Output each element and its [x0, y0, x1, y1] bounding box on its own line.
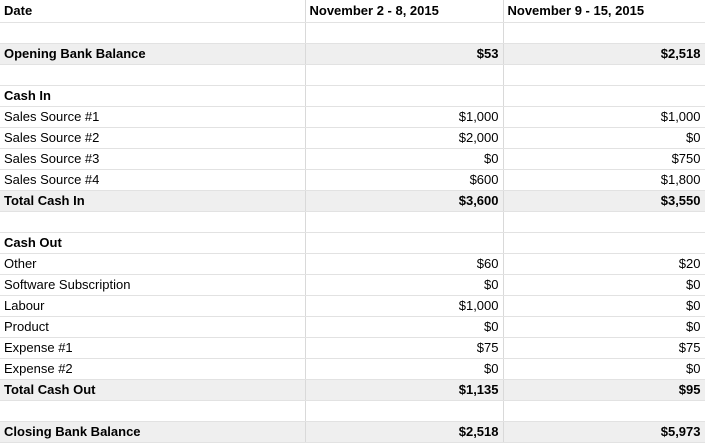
row-value-period-1[interactable]: $0	[305, 148, 503, 169]
total-cash-in-period-2[interactable]: $3,550	[503, 190, 705, 211]
empty-cell[interactable]	[305, 211, 503, 232]
row-value-period-2[interactable]: $1,800	[503, 169, 705, 190]
row-value-period-1[interactable]: $0	[305, 316, 503, 337]
opening-balance-period-2[interactable]: $2,518	[503, 43, 705, 64]
total-cash-in-period-1[interactable]: $3,600	[305, 190, 503, 211]
table-row	[0, 127, 705, 148]
closing-balance-label[interactable]: Closing Bank Balance	[0, 421, 305, 442]
row-label[interactable]: Other	[0, 253, 305, 274]
table-row	[0, 106, 705, 127]
blank-row	[0, 211, 705, 232]
table-row	[0, 274, 705, 295]
blank-row	[0, 22, 705, 43]
blank-row	[0, 64, 705, 85]
table-row	[0, 253, 705, 274]
row-label[interactable]: Product	[0, 316, 305, 337]
period-2-header-cell[interactable]: November 9 - 15, 2015	[503, 0, 705, 22]
row-value-period-1[interactable]: $1,000	[305, 106, 503, 127]
table-row	[0, 148, 705, 169]
table-row	[0, 337, 705, 358]
blank-row	[0, 400, 705, 421]
row-value-period-1[interactable]: $60	[305, 253, 503, 274]
empty-cell[interactable]	[0, 22, 305, 43]
table-row	[0, 316, 705, 337]
row-label[interactable]: Expense #1	[0, 337, 305, 358]
empty-cell[interactable]	[305, 400, 503, 421]
row-value-period-1[interactable]: $1,000	[305, 295, 503, 316]
empty-cell[interactable]	[503, 64, 705, 85]
empty-cell[interactable]	[503, 400, 705, 421]
cash-out-heading[interactable]: Cash Out	[0, 232, 305, 253]
total-cash-out-row	[0, 379, 705, 400]
opening-balance-row	[0, 43, 705, 64]
row-value-period-2[interactable]: $0	[503, 358, 705, 379]
table-row	[0, 169, 705, 190]
row-label[interactable]: Sales Source #3	[0, 148, 305, 169]
row-value-period-2[interactable]: $0	[503, 274, 705, 295]
closing-balance-period-2[interactable]: $5,973	[503, 421, 705, 442]
period-1-header-cell[interactable]: November 2 - 8, 2015	[305, 0, 503, 22]
row-value-period-1[interactable]: $2,000	[305, 127, 503, 148]
empty-cell[interactable]	[503, 85, 705, 106]
opening-balance-label[interactable]: Opening Bank Balance	[0, 43, 305, 64]
cash-in-heading-row	[0, 85, 705, 106]
row-label[interactable]: Labour	[0, 295, 305, 316]
total-cash-out-label[interactable]: Total Cash Out	[0, 379, 305, 400]
total-cash-out-period-2[interactable]: $95	[503, 379, 705, 400]
row-value-period-2[interactable]: $1,000	[503, 106, 705, 127]
table-row	[0, 295, 705, 316]
empty-cell[interactable]	[503, 232, 705, 253]
total-cash-in-row	[0, 190, 705, 211]
empty-cell[interactable]	[0, 400, 305, 421]
empty-cell[interactable]	[0, 211, 305, 232]
row-value-period-1[interactable]: $600	[305, 169, 503, 190]
empty-cell[interactable]	[0, 64, 305, 85]
row-label[interactable]: Sales Source #4	[0, 169, 305, 190]
row-value-period-1[interactable]: $0	[305, 274, 503, 295]
cash-out-heading-row	[0, 232, 705, 253]
row-label[interactable]: Expense #2	[0, 358, 305, 379]
total-cash-in-label[interactable]: Total Cash In	[0, 190, 305, 211]
empty-cell[interactable]	[305, 64, 503, 85]
row-value-period-2[interactable]: $0	[503, 127, 705, 148]
row-value-period-2[interactable]: $75	[503, 337, 705, 358]
table-row	[0, 358, 705, 379]
empty-cell[interactable]	[503, 22, 705, 43]
closing-balance-period-1[interactable]: $2,518	[305, 421, 503, 442]
date-label-cell[interactable]: Date	[0, 0, 305, 22]
row-value-period-1[interactable]: $0	[305, 358, 503, 379]
opening-balance-period-1[interactable]: $53	[305, 43, 503, 64]
empty-cell[interactable]	[305, 85, 503, 106]
total-cash-out-period-1[interactable]: $1,135	[305, 379, 503, 400]
empty-cell[interactable]	[503, 211, 705, 232]
row-value-period-2[interactable]: $0	[503, 295, 705, 316]
row-label[interactable]: Sales Source #1	[0, 106, 305, 127]
row-value-period-1[interactable]: $75	[305, 337, 503, 358]
row-value-period-2[interactable]: $750	[503, 148, 705, 169]
empty-cell[interactable]	[305, 232, 503, 253]
closing-balance-row	[0, 421, 705, 442]
row-value-period-2[interactable]: $20	[503, 253, 705, 274]
header-row	[0, 0, 705, 22]
row-value-period-2[interactable]: $0	[503, 316, 705, 337]
empty-cell[interactable]	[305, 22, 503, 43]
row-label[interactable]: Software Subscription	[0, 274, 305, 295]
cash-in-heading[interactable]: Cash In	[0, 85, 305, 106]
row-label[interactable]: Sales Source #2	[0, 127, 305, 148]
